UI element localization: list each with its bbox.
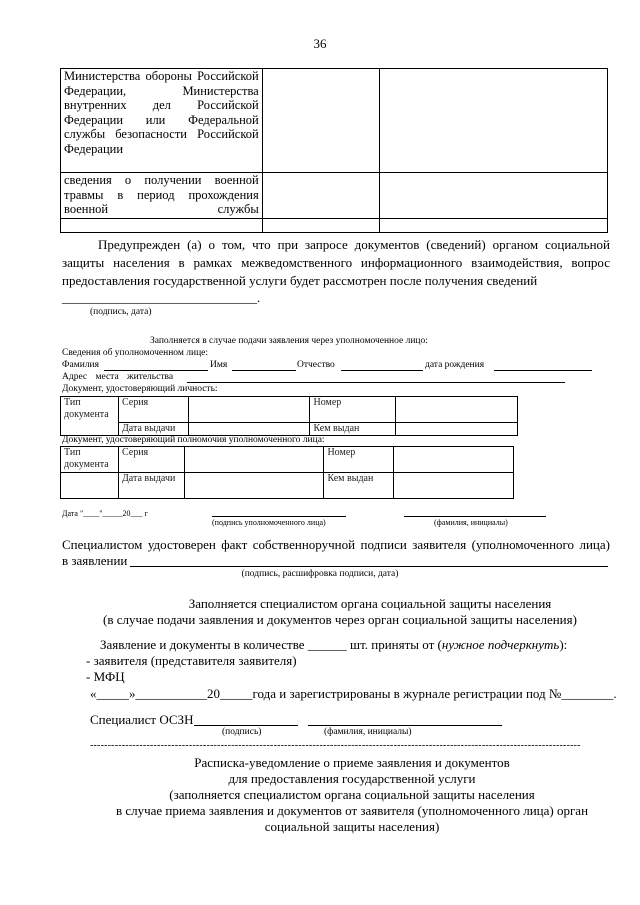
table-cell[interactable] (380, 219, 608, 233)
social-title-1: Заполняется специалистом органа социальной защиты населения (188, 596, 552, 611)
social-title-2: (в случае подачи заявления и документов через орган социальной защиты населения) (103, 612, 577, 627)
surname-field[interactable] (104, 370, 208, 371)
rep-name-row (62, 360, 602, 372)
table-row (61, 173, 608, 219)
auth-doc-table (60, 446, 514, 499)
number-label: Номер (324, 447, 394, 473)
table-cell[interactable] (262, 173, 380, 219)
receipt-line-3: (заполняется специалистом органа социальной защиты населения (169, 787, 535, 802)
ozsn-name-field[interactable] (308, 725, 502, 726)
number-field[interactable] (394, 447, 514, 473)
issued-by-field[interactable] (396, 423, 518, 436)
issue-date-field[interactable] (188, 423, 310, 436)
accepted-italic: нужное подчеркнуть (441, 637, 560, 652)
rep-heading: Заполняется в случае подачи заявления через уполномоченное лицо: (150, 336, 428, 346)
series-label: Серия (118, 447, 184, 473)
registered-line[interactable]: «_____»___________20_____года и зарегистрированы в журнале регистрации под №________. (90, 686, 617, 701)
specialist-caption-wrap (0, 569, 640, 579)
rep-sig-caption: (подпись уполномоченного лица) (212, 518, 326, 527)
specialist-signature-field[interactable] (130, 566, 608, 567)
number-field[interactable] (396, 397, 518, 423)
cut-line: ------------------------------------------------------------------------------------------------------------------------------------------- (90, 740, 581, 751)
doc-type-field[interactable] (61, 473, 119, 499)
table-cell: Министерства обороны Российской Федерации, Министерства внутренних дел Российской Федерации или Федеральной службы безопасности Российской Федерации (61, 69, 263, 173)
specialist-text: Специалистом удостоверен факт собственноручной подписи заявителя (уполномоченного лица) (62, 537, 610, 552)
address-label: Адрес места жительства (62, 372, 174, 382)
ozsn-label: Специалист ОСЗН (90, 712, 194, 727)
id-doc-table (60, 396, 518, 436)
issue-date-field[interactable] (184, 473, 324, 499)
id-doc-label: Документ, удостоверяющий личность: (62, 384, 218, 394)
table-cell[interactable] (61, 219, 263, 233)
page-number: 36 (313, 36, 327, 51)
name-field[interactable] (232, 370, 296, 371)
table-cell: сведения о получении военной травмы в период прохождения военной службы (61, 173, 263, 219)
table-row (61, 397, 518, 423)
accepted-line (100, 637, 567, 653)
patronymic-label: Отчество (297, 360, 335, 370)
receipt-line-4: в случае приема заявления и документов от заявителя (уполномоченного лица) орган (115, 803, 589, 818)
receipt-line-2: для предоставления государственной услуги (228, 771, 476, 786)
ozsn-signature-field[interactable] (194, 725, 298, 726)
rep-signature-field[interactable] (212, 516, 346, 517)
rep-address-row (62, 372, 572, 384)
accepted-text-b: ): (559, 637, 568, 652)
receipt-line-1: Расписка-уведомление о приеме заявления и документов (194, 755, 510, 770)
issued-by-label: Кем выдан (324, 473, 394, 499)
birth-date-label: дата рождения (425, 360, 485, 370)
warning-text: Предупрежден (а) о том, что при запросе документов (сведений) органом социальной защиты населения в рамках межведомственного информационного взаимодействия, вопрос предоставления государственной услуги будет рассмотрен после получения сведений (62, 237, 610, 288)
patronymic-field[interactable] (341, 370, 423, 371)
option-applicant[interactable]: - заявителя (представителя заявителя) (86, 653, 297, 668)
doc-type-header: Тип документа (61, 447, 119, 473)
series-label: Серия (118, 397, 188, 423)
birth-date-field[interactable] (494, 370, 592, 371)
rep-info-label: Сведения об уполномоченном лице: (62, 348, 209, 358)
receipt-line-5: социальной защиты населения) (264, 819, 440, 834)
warning-signature-blank[interactable]: ______________________________. (62, 290, 261, 305)
accepted-text-a: Заявление и документы в количестве ______ шт. приняты от ( (100, 637, 442, 652)
warning-paragraph (62, 236, 610, 290)
option-mfc[interactable]: - МФЦ (86, 669, 125, 684)
table-row (61, 447, 514, 473)
ozsn-sig-caption: (подпись) (222, 727, 262, 737)
table-row (61, 69, 608, 173)
issue-date-label: Дата выдачи (118, 423, 188, 436)
ozsn-name-caption: (фамилия, инициалы) (324, 727, 412, 737)
doc-type-header: Тип документа (61, 397, 119, 436)
name-label: Имя (210, 360, 228, 370)
table-row (61, 219, 608, 233)
rep-name-caption: (фамилия, инициалы) (434, 518, 508, 527)
table-cell[interactable] (380, 173, 608, 219)
specialist-caption: (подпись, расшифровка подписи, дата) (241, 569, 399, 579)
table-cell[interactable] (262, 69, 380, 173)
table-row (61, 473, 514, 499)
issued-by-label: Кем выдан (310, 423, 396, 436)
warning-caption: (подпись, дата) (90, 307, 152, 317)
address-field[interactable] (187, 382, 565, 383)
specialist-in-statement: в заявлении (62, 553, 128, 568)
rep-name-field[interactable] (404, 516, 546, 517)
table-cell[interactable] (380, 69, 608, 173)
rep-date-line[interactable]: Дата "____"_____20___ г (62, 509, 148, 518)
issued-by-field[interactable] (394, 473, 514, 499)
series-field[interactable] (184, 447, 324, 473)
table-row (61, 423, 518, 436)
issue-date-label: Дата выдачи (118, 473, 184, 499)
series-field[interactable] (188, 397, 310, 423)
number-label: Номер (310, 397, 396, 423)
surname-label: Фамилия (62, 360, 100, 370)
auth-doc-label: Документ, удостоверяющий полномочия уполномоченного лица: (62, 435, 325, 445)
table-cell[interactable] (262, 219, 380, 233)
info-table (60, 68, 608, 233)
